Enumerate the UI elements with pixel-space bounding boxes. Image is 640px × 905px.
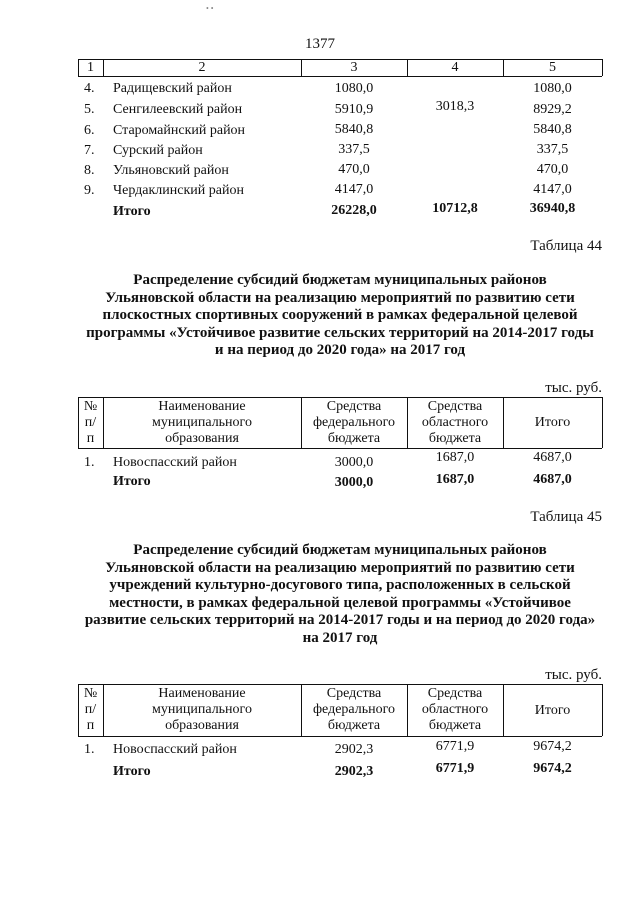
federal-value: 337,5 <box>338 142 370 157</box>
header-num <box>78 686 103 734</box>
title-line: плоскостных спортивных сооружений в рамках федеральной целевой <box>102 307 578 323</box>
header-num <box>78 399 103 447</box>
header-line: бюджета <box>327 431 381 446</box>
district-name: Сурский район <box>113 143 203 158</box>
header-line: областного <box>421 415 489 430</box>
federal-value: 1080,0 <box>334 81 374 96</box>
header-line: Средства <box>326 686 382 701</box>
federal-value: 4147,0 <box>334 182 374 197</box>
table-title <box>40 272 640 360</box>
header-line: Наименование <box>158 399 246 414</box>
table-title <box>40 542 640 647</box>
table-border-top <box>78 684 602 685</box>
district-name: Ульяновский район <box>113 163 229 178</box>
row-number: 5. <box>84 102 95 117</box>
column-number: 4 <box>451 60 459 75</box>
title-line: Ульяновской области на реализацию мероприятий по развитию сети <box>105 289 575 306</box>
grand-total: 36940,8 <box>529 201 576 216</box>
table-col-divider <box>602 59 603 76</box>
title-line: Распределение субсидий бюджетам муниципальных районов <box>133 542 547 558</box>
header-line: федерального <box>312 702 396 717</box>
federal-value: 2902,3 <box>334 742 374 757</box>
district-name: Новоспасский район <box>113 742 237 757</box>
district-name: Новоспасский район <box>113 455 237 470</box>
column-number: 1 <box>87 60 94 75</box>
row-number: 8. <box>84 163 95 178</box>
header-line: областного <box>421 702 489 717</box>
district-name: Радищевский район <box>113 81 232 96</box>
total-value: 4147,0 <box>533 182 572 197</box>
table-col-divider <box>602 684 603 736</box>
table-border-header-bottom <box>78 448 602 449</box>
unit-label: тыс. руб. <box>545 667 602 683</box>
total-value: 5840,8 <box>533 122 572 137</box>
regional-value: 3018,3 <box>435 99 475 114</box>
row-number: 9. <box>84 183 95 198</box>
federal-value: 5840,8 <box>334 122 374 137</box>
regional-total: 1687,0 <box>435 472 475 487</box>
total-value: 1080,0 <box>533 81 572 96</box>
header-name <box>103 686 301 734</box>
header-line: № <box>83 686 98 701</box>
row-number: 6. <box>84 123 95 138</box>
header-line: Средства <box>427 399 483 414</box>
total-value: 8929,2 <box>533 102 572 117</box>
row-number: 1. <box>84 742 95 757</box>
federal-value: 3000,0 <box>334 455 374 470</box>
header-line: бюджета <box>428 718 482 733</box>
header-total: Итого <box>534 703 571 718</box>
header-line: Средства <box>326 399 382 414</box>
header-regional <box>407 399 503 447</box>
grand-total: 4687,0 <box>533 472 572 487</box>
header-line: п/ <box>84 415 97 430</box>
row-number: 4. <box>84 81 95 96</box>
district-name: Чердаклинский район <box>113 183 244 198</box>
row-number: 1. <box>84 455 95 470</box>
title-line: развитие сельских территорий на 2014-2017 годы и на период до 2020 года» <box>84 612 596 628</box>
header-regional <box>407 686 503 734</box>
table-label: Таблица 44 <box>530 238 602 254</box>
district-name: Сенгилеевский район <box>113 102 243 117</box>
header-line: образования <box>165 718 239 733</box>
header-federal <box>301 399 407 447</box>
header-line: Наименование <box>158 686 246 701</box>
regional-total: 10712,8 <box>432 201 478 216</box>
page-number: 1377 <box>305 36 335 52</box>
federal-value: 470,0 <box>338 162 370 177</box>
header-line: п <box>86 718 95 733</box>
title-line: Ульяновской области на реализацию мероприятий по развитию сети <box>105 559 575 576</box>
total-value: 337,5 <box>536 142 569 157</box>
title-line: и на период до 2020 года» на 2017 год <box>214 342 466 358</box>
federal-value: 5910,9 <box>334 102 374 117</box>
title-line: Распределение субсидий бюджетам муниципальных районов <box>133 272 547 288</box>
federal-total: 26228,0 <box>331 203 377 218</box>
federal-total: 2902,3 <box>334 764 374 779</box>
federal-total: 3000,0 <box>334 475 374 490</box>
header-line: бюджета <box>428 431 482 446</box>
total-value: 470,0 <box>536 162 569 177</box>
regional-value: 1687,0 <box>435 450 475 465</box>
header-name <box>103 399 301 447</box>
title-line: местности, в рамках федеральной целевой программы «Устойчивое <box>109 594 571 611</box>
table-border-header-bottom <box>78 736 602 737</box>
total-label: Итого <box>113 764 151 779</box>
header-line: федерального <box>312 415 396 430</box>
total-value: 4687,0 <box>533 450 572 465</box>
row-number: 7. <box>84 143 95 158</box>
header-line: п/ <box>84 702 97 717</box>
title-line: на 2017 год <box>302 629 378 646</box>
title-line: программы «Устойчивое развитие сельских территорий на 2014-2017 годы <box>86 324 594 341</box>
table-label: Таблица 45 <box>530 509 602 525</box>
table-border-header-bottom <box>78 76 602 77</box>
header-line: Средства <box>427 686 483 701</box>
total-value: 9674,2 <box>533 739 572 754</box>
table-border-top <box>78 397 602 398</box>
unit-label: тыс. руб. <box>545 380 602 396</box>
header-total: Итого <box>534 415 571 430</box>
district-name: Старомайнский район <box>113 123 246 138</box>
scan-mark: • • <box>206 4 214 13</box>
header-line: бюджета <box>327 718 381 733</box>
header-line: № <box>83 399 98 414</box>
header-line: образования <box>165 431 239 446</box>
table-col-divider <box>602 397 603 448</box>
title-line: учреждений культурно-досугового типа, расположенных в сельской <box>109 577 571 593</box>
grand-total: 9674,2 <box>533 761 572 776</box>
regional-value: 6771,9 <box>435 739 475 754</box>
total-label: Итого <box>113 204 151 219</box>
regional-total: 6771,9 <box>435 761 475 776</box>
header-line: муниципального <box>152 702 252 717</box>
column-number: 5 <box>549 60 556 75</box>
column-number: 2 <box>198 60 206 75</box>
header-line: п <box>86 431 95 446</box>
column-number: 3 <box>350 60 358 75</box>
header-line: муниципального <box>152 415 252 430</box>
total-label: Итого <box>113 474 151 489</box>
header-federal <box>301 686 407 734</box>
